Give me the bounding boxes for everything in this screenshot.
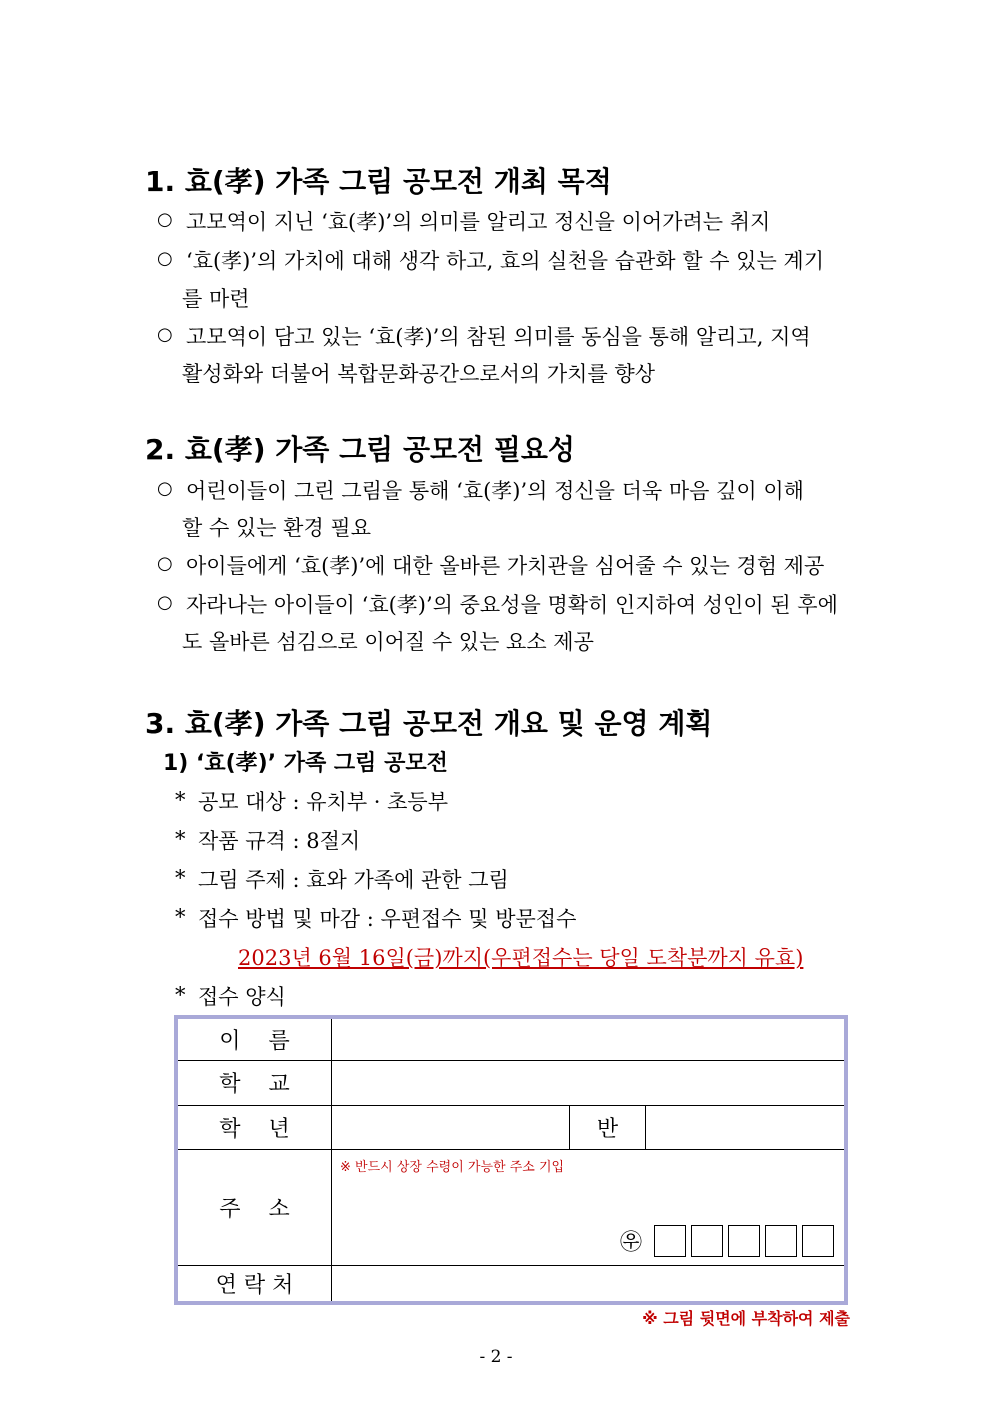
zip-box[interactable] xyxy=(802,1225,834,1257)
school-label: 학 교 xyxy=(176,1061,332,1106)
contact-field[interactable] xyxy=(332,1265,847,1303)
s2-bullet-1: 어린이들이 그린 그림을 통해 ‘효(孝)’의 정신을 더욱 마음 깊이 이해 xyxy=(186,479,804,503)
star-bullet: * xyxy=(175,983,186,1007)
item-target: 공모 대상 : 유치부 · 초등부 xyxy=(198,790,448,814)
item-theme: 그림 주제 : 효와 가족에 관한 그림 xyxy=(198,868,509,892)
bullet-icon: ○ xyxy=(157,553,173,574)
deadline-text: 2023년 6월 16일(금)까지(우편접수는 당일 도착분까지 유효) xyxy=(238,946,804,970)
s2-bullet-2: 아이들에게 ‘효(孝)’에 대한 올바른 가치관을 심어줄 수 있는 경험 제공 xyxy=(186,554,825,578)
star-bullet: * xyxy=(175,866,186,890)
s1-bullet-3: 고모역이 담고 있는 ‘효(孝)’의 참된 의미를 동심을 통해 알리고, 지역 xyxy=(186,325,811,349)
address-field[interactable] xyxy=(332,1150,847,1266)
bullet-icon: ○ xyxy=(157,209,173,230)
item-form: 접수 양식 xyxy=(198,985,286,1009)
grade-field[interactable] xyxy=(332,1105,570,1150)
star-bullet: * xyxy=(175,905,186,929)
page-number: - 2 - xyxy=(479,1347,513,1367)
section-2-heading: 2. 효(孝) 가족 그림 공모전 필요성 xyxy=(145,433,575,466)
grade-label: 학 년 xyxy=(176,1105,332,1150)
bullet-icon: ○ xyxy=(157,248,173,269)
address-note: ※ 반드시 상장 수령이 가능한 주소 기입 xyxy=(340,1160,565,1176)
star-bullet: * xyxy=(175,788,186,812)
footer-note: ※ 그림 뒷면에 부착하여 제출 xyxy=(642,1309,850,1328)
zip-icon: ㉾ xyxy=(619,1230,642,1256)
application-form xyxy=(174,1015,848,1305)
address-label: 주 소 xyxy=(176,1150,332,1266)
s2-bullet-3-cont: 도 올바른 섬김으로 이어질 수 있는 요소 제공 xyxy=(182,630,594,654)
zip-box[interactable] xyxy=(765,1225,797,1257)
bullet-icon: ○ xyxy=(157,324,173,345)
s1-bullet-2: ‘효(孝)’의 가치에 대해 생각 하고, 효의 실천을 습관화 할 수 있는 계기 xyxy=(186,249,824,273)
bullet-icon: ○ xyxy=(157,592,173,613)
contact-label: 연 락 처 xyxy=(176,1265,332,1303)
class-label: 반 xyxy=(570,1105,646,1150)
section-3-heading: 3. 효(孝) 가족 그림 공모전 개요 및 운영 계획 xyxy=(145,707,713,740)
s1-bullet-1: 고모역이 지닌 ‘효(孝)’의 의미를 알리고 정신을 이어가려는 취지 xyxy=(186,210,771,234)
school-field[interactable] xyxy=(332,1061,847,1106)
star-bullet: * xyxy=(175,827,186,851)
s2-bullet-1-cont: 할 수 있는 환경 필요 xyxy=(182,516,371,540)
item-size: 작품 규격 : 8절지 xyxy=(198,829,361,853)
s1-bullet-2-cont: 를 마련 xyxy=(182,287,250,311)
class-field[interactable] xyxy=(646,1105,847,1150)
zip-box[interactable] xyxy=(691,1225,723,1257)
zip-code-boxes xyxy=(620,1225,834,1257)
bullet-icon: ○ xyxy=(157,478,173,499)
name-field[interactable] xyxy=(332,1017,847,1061)
name-label: 이 름 xyxy=(176,1017,332,1061)
section-3-subheading: 1) ‘효(孝)’ 가족 그림 공모전 xyxy=(163,751,448,776)
zip-box[interactable] xyxy=(654,1225,686,1257)
zip-box[interactable] xyxy=(728,1225,760,1257)
s2-bullet-3: 자라나는 아이들이 ‘효(孝)’의 중요성을 명확히 인지하여 성인이 된 후에 xyxy=(186,593,838,617)
section-1-heading: 1. 효(孝) 가족 그림 공모전 개최 목적 xyxy=(145,165,612,198)
s1-bullet-3-cont: 활성화와 더불어 복합문화공간으로서의 가치를 향상 xyxy=(182,362,655,386)
item-submission: 접수 방법 및 마감 : 우편접수 및 방문접수 xyxy=(198,907,577,931)
